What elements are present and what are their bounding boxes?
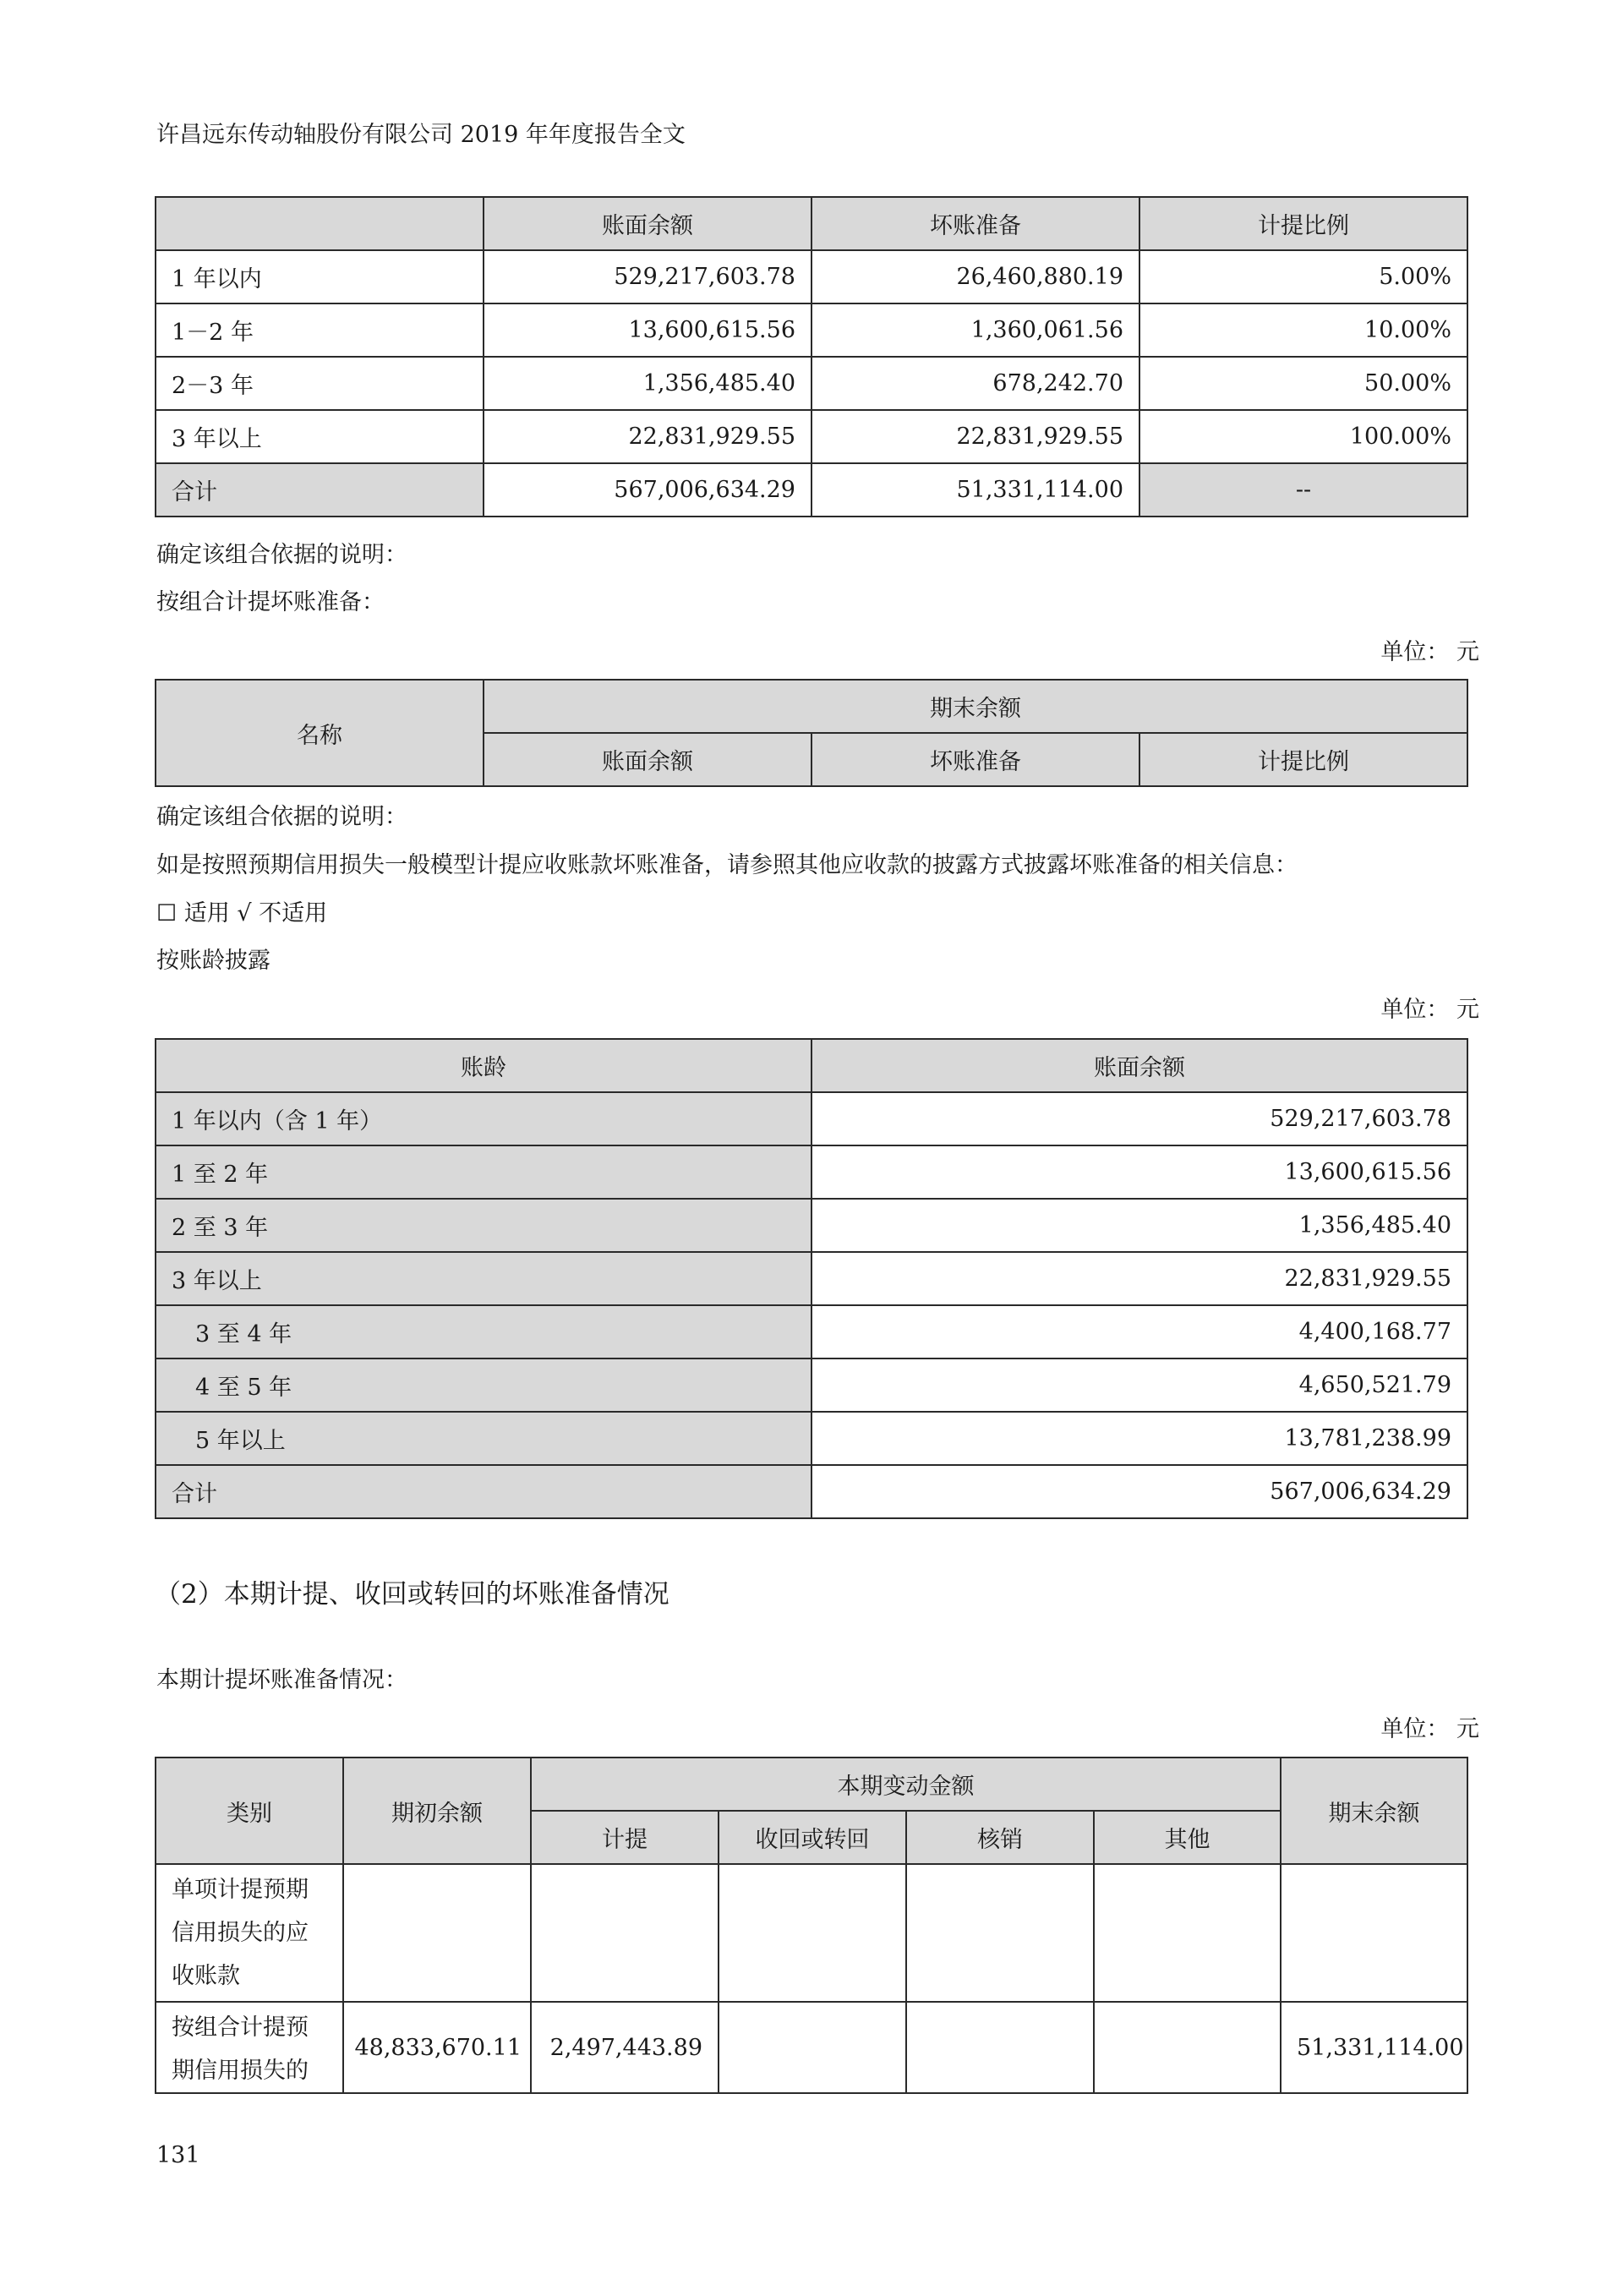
- table-row: [156, 1305, 1467, 1358]
- row-label: 按组合计提预期信用损失的: [156, 2002, 343, 2093]
- cell-value: 26,460,880.19: [812, 250, 1139, 303]
- cell-value: 678,242.70: [812, 357, 1139, 410]
- note-basis-1: 确定该组合依据的说明：: [156, 542, 407, 568]
- table-row: [156, 1092, 1467, 1145]
- table-header-row: [156, 1758, 1467, 1811]
- table-total-row: [156, 1465, 1467, 1518]
- cell-value: 22,831,929.55: [812, 410, 1139, 463]
- note-expected-loss: 如是按照预期信用损失一般模型计提应收账款坏账准备，请参照其他应收款的披露方式披露坏账准备的相关信息：: [156, 852, 1298, 878]
- header-cell: 收回或转回: [719, 1811, 906, 1864]
- header-cell: 其他: [1094, 1811, 1281, 1864]
- note-basis-2: 确定该组合依据的说明：: [156, 804, 407, 830]
- header-cell-opening: 期初余额: [343, 1758, 531, 1864]
- cell-empty: [906, 1864, 1094, 2002]
- table-row: [156, 1864, 1467, 2002]
- unit-label: 单位： 元: [1380, 997, 1479, 1023]
- row-label: 1－2 年: [156, 303, 484, 357]
- cell-value: 48,833,670.11: [343, 2002, 531, 2093]
- cell-empty: [1094, 1864, 1281, 2002]
- cell-value: --: [1139, 463, 1467, 517]
- row-label: 单项计提预期信用损失的应收账款: [156, 1864, 343, 2002]
- cell-value: 1,356,485.40: [812, 1199, 1467, 1252]
- table-total-row: [156, 463, 1467, 517]
- header-cell: 账面余额: [484, 733, 812, 786]
- table-row: [156, 410, 1467, 463]
- cell-value: 50.00%: [1139, 357, 1467, 410]
- note-aging-disclosure: 按账龄披露: [156, 948, 270, 974]
- row-label: 合计: [156, 1465, 812, 1518]
- header-cell: 计提比例: [1139, 733, 1467, 786]
- cell-value: 4,400,168.77: [812, 1305, 1467, 1358]
- table-row: [156, 303, 1467, 357]
- cell-empty: [343, 1864, 531, 2002]
- header-cell-name: 名称: [156, 680, 484, 786]
- header-cell: 账龄: [156, 1039, 812, 1092]
- header-cell-group: 期末余额: [484, 680, 1467, 733]
- table-header-row: [156, 1039, 1467, 1092]
- provision-change-table: [155, 1757, 1468, 2094]
- aging-disclosure-table: [155, 1038, 1468, 1519]
- section-title: （2）本期计提、收回或转回的坏账准备情况: [155, 1579, 669, 1610]
- header-cell: 账面余额: [484, 197, 812, 250]
- row-label: 4 至 5 年: [156, 1358, 812, 1412]
- cell-value: 567,006,634.29: [812, 1465, 1467, 1518]
- header-cell-category: 类别: [156, 1758, 343, 1864]
- header-cell: 核销: [906, 1811, 1094, 1864]
- cell-empty: [719, 1864, 906, 2002]
- cell-value: 13,600,615.56: [484, 303, 812, 357]
- header-cell: [156, 197, 484, 250]
- cell-value: 5.00%: [1139, 250, 1467, 303]
- row-label: 2 至 3 年: [156, 1199, 812, 1252]
- cell-empty: [1094, 2002, 1281, 2093]
- row-label: 合计: [156, 463, 484, 517]
- header-cell: 坏账准备: [812, 733, 1139, 786]
- cell-value: 22,831,929.55: [484, 410, 812, 463]
- cell-value: 567,006,634.29: [484, 463, 812, 517]
- row-label: 1 年以内: [156, 250, 484, 303]
- table-row: [156, 357, 1467, 410]
- header-cell-change: 本期变动金额: [531, 1758, 1281, 1811]
- note-portfolio-provision: 按组合计提坏账准备：: [156, 589, 385, 615]
- table-row: [156, 2002, 1467, 2093]
- cell-value: 100.00%: [1139, 410, 1467, 463]
- table-row: [156, 1145, 1467, 1199]
- cell-value: 2,497,443.89: [531, 2002, 719, 2093]
- cell-empty: [531, 1864, 719, 2002]
- cell-empty: [719, 2002, 906, 2093]
- table-header-row: [156, 680, 1467, 733]
- table-row: [156, 1412, 1467, 1465]
- unit-label: 单位： 元: [1380, 639, 1479, 665]
- header-cell: 账面余额: [812, 1039, 1467, 1092]
- cell-value: 1,356,485.40: [484, 357, 812, 410]
- row-label: 1 年以内（含 1 年）: [156, 1092, 812, 1145]
- header-cell: 计提: [531, 1811, 719, 1864]
- cell-value: 529,217,603.78: [812, 1092, 1467, 1145]
- applicability-options: ☐ 适用 √ 不适用: [156, 900, 328, 927]
- cell-empty: [906, 2002, 1094, 2093]
- aging-provision-table: [155, 196, 1468, 517]
- cell-value: 4,650,521.79: [812, 1358, 1467, 1412]
- cell-value: 13,600,615.56: [812, 1145, 1467, 1199]
- header-cell-closing: 期末余额: [1281, 1758, 1467, 1864]
- row-label: 3 年以上: [156, 1252, 812, 1305]
- cell-empty: [1281, 1864, 1467, 2002]
- page-number: 131: [156, 2142, 200, 2168]
- row-label: 2－3 年: [156, 357, 484, 410]
- table-row: [156, 250, 1467, 303]
- table-row: [156, 1358, 1467, 1412]
- header-cell: 坏账准备: [812, 197, 1139, 250]
- row-label: 3 年以上: [156, 410, 484, 463]
- table-row: [156, 1199, 1467, 1252]
- row-label: 5 年以上: [156, 1412, 812, 1465]
- cell-value: 51,331,114.00: [1281, 2002, 1467, 2093]
- cell-value: 10.00%: [1139, 303, 1467, 357]
- cell-value: 529,217,603.78: [484, 250, 812, 303]
- portfolio-provision-table: [155, 679, 1468, 787]
- page-header: 许昌远东传动轴股份有限公司 2019 年年度报告全文: [156, 122, 686, 148]
- table-header-row: [156, 197, 1467, 250]
- cell-value: 13,781,238.99: [812, 1412, 1467, 1465]
- cell-value: 22,831,929.55: [812, 1252, 1467, 1305]
- cell-value: 1,360,061.56: [812, 303, 1139, 357]
- note-current-provision: 本期计提坏账准备情况：: [156, 1667, 407, 1693]
- row-label: 1 至 2 年: [156, 1145, 812, 1199]
- table-row: [156, 1252, 1467, 1305]
- header-cell: 计提比例: [1139, 197, 1467, 250]
- row-label: 3 至 4 年: [156, 1305, 812, 1358]
- cell-value: 51,331,114.00: [812, 463, 1139, 517]
- unit-label: 单位： 元: [1380, 1716, 1479, 1742]
